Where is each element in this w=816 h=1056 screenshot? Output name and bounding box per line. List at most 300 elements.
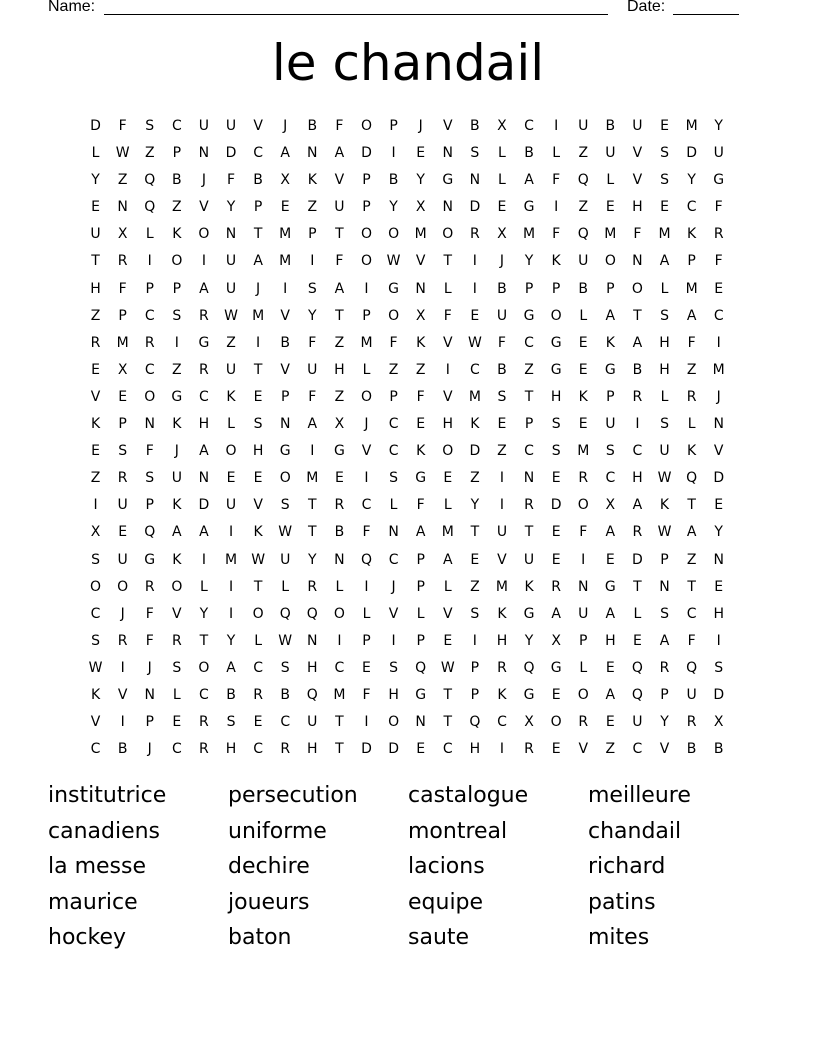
grid-letter: A xyxy=(632,334,643,351)
grid-letter: K xyxy=(90,416,101,433)
grid-letter: K xyxy=(578,388,588,405)
grid-letter: T xyxy=(253,578,263,595)
header-line xyxy=(0,0,816,20)
grid-letter: R xyxy=(199,361,209,378)
grid-letter: S xyxy=(253,416,263,433)
grid-letter: S xyxy=(660,307,669,324)
page-title: le chandail xyxy=(271,34,545,92)
grid-letter: E xyxy=(551,741,561,758)
grid-letter: P xyxy=(308,226,317,243)
grid-letter: C xyxy=(171,741,182,758)
grid-letter: O xyxy=(90,578,102,595)
grid-letter: R xyxy=(578,714,589,731)
word-list-item: persecution xyxy=(228,783,358,808)
grid-letter: Y xyxy=(226,199,236,216)
grid-row xyxy=(82,221,732,248)
grid-letter: J xyxy=(499,253,505,270)
grid-letter: K xyxy=(307,172,317,189)
grid-letter: O xyxy=(388,714,400,731)
grid-letter: N xyxy=(117,199,128,216)
grid-letter: S xyxy=(660,145,669,162)
grid-letter: B xyxy=(686,741,697,758)
word-list-item: baton xyxy=(228,925,292,950)
grid-letter: V xyxy=(442,388,453,405)
grid-letter: Y xyxy=(524,632,534,649)
grid-letter: L xyxy=(498,172,506,189)
grid-letter: K xyxy=(226,388,236,405)
grid-letter: C xyxy=(524,334,534,351)
grid-letter: G xyxy=(415,470,427,487)
grid-letter: L xyxy=(91,145,100,162)
grid-letter: R xyxy=(524,741,534,758)
grid-letter: C xyxy=(686,605,697,622)
grid-letter: X xyxy=(117,226,128,243)
grid-letter: E xyxy=(578,334,588,351)
grid-letter: G xyxy=(388,280,399,297)
grid-letter: O xyxy=(333,605,345,622)
grid-letter: P xyxy=(118,307,127,324)
grid-letter: C xyxy=(686,199,697,216)
grid-letter: P xyxy=(362,632,371,649)
grid-letter: V xyxy=(442,605,453,622)
word-list-item: montreal xyxy=(408,818,508,844)
grid-letter: R xyxy=(524,497,534,514)
grid-letter: U xyxy=(307,361,318,378)
grid-letter: M xyxy=(468,388,481,405)
grid-letter: V xyxy=(442,334,453,351)
grid-letter: U xyxy=(632,714,643,731)
grid-letter: C xyxy=(199,388,209,405)
word-list-item: patins xyxy=(588,889,656,915)
grid-letter: L xyxy=(660,280,669,297)
grid-letter: Z xyxy=(226,334,236,351)
grid-letter: E xyxy=(91,443,100,460)
grid-letter: L xyxy=(200,578,208,595)
grid-letter: G xyxy=(523,605,535,622)
grid-letter: C xyxy=(90,605,101,622)
grid-letter: F xyxy=(145,443,154,460)
grid-letter: F xyxy=(443,307,452,324)
grid-row xyxy=(82,384,732,411)
grid-letter: U xyxy=(496,307,508,324)
grid-letter: R xyxy=(280,741,291,758)
grid-letter: J xyxy=(283,118,288,134)
grid-letter: L xyxy=(389,497,398,514)
grid-letter: X xyxy=(524,714,534,731)
grid-letter: J xyxy=(716,388,721,405)
grid-letter: Z xyxy=(415,361,426,378)
grid-letter: S xyxy=(118,443,128,460)
grid-letter: L xyxy=(443,280,452,297)
grid-letter: R xyxy=(199,307,209,324)
grid-letter: V xyxy=(632,172,643,189)
grid-letter: Q xyxy=(686,470,698,487)
grid-letter: Q xyxy=(306,686,318,703)
grid-letter: T xyxy=(335,226,344,243)
grid-letter: I xyxy=(581,551,586,568)
grid-letter: N xyxy=(279,416,291,433)
grid-letter: X xyxy=(605,497,616,514)
grid-letter: C xyxy=(388,443,399,460)
grid-letter: Z xyxy=(578,199,589,216)
grid-letter: Q xyxy=(306,605,318,622)
grid-letter: Z xyxy=(334,334,345,351)
grid-letter: A xyxy=(605,524,616,541)
grid-letter: U xyxy=(605,416,616,433)
grid-letter: H xyxy=(659,334,670,351)
grid-letter: A xyxy=(334,145,345,162)
grid-letter: F xyxy=(416,497,425,514)
grid-letter: F xyxy=(714,253,723,270)
grid-row xyxy=(82,303,732,330)
grid-letter: C xyxy=(361,497,372,514)
grid-letter: O xyxy=(550,307,562,324)
grid-row xyxy=(82,682,732,709)
grid-letter: E xyxy=(578,416,588,433)
grid-letter: P xyxy=(524,416,534,433)
grid-letter: R xyxy=(551,578,561,595)
grid-letter: Y xyxy=(199,605,209,622)
grid-letter: L xyxy=(172,686,181,703)
grid-letter: V xyxy=(497,551,507,568)
grid-letter: Z xyxy=(470,578,480,595)
grid-letter: D xyxy=(361,145,372,162)
grid-letter: I xyxy=(499,741,505,758)
grid-row xyxy=(82,113,732,140)
grid-letter: F xyxy=(145,605,154,622)
grid-letter: V xyxy=(90,714,101,731)
grid-letter: E xyxy=(605,551,615,568)
grid-letter: E xyxy=(91,199,100,216)
grid-row xyxy=(82,736,732,763)
word-list-item: dechire xyxy=(228,854,310,879)
grid-letter: O xyxy=(117,578,129,595)
grid-letter: B xyxy=(497,280,507,297)
grid-letter: D xyxy=(361,741,372,758)
grid-letter: T xyxy=(335,741,344,758)
grid-row xyxy=(82,601,732,628)
grid-letter: J xyxy=(256,280,261,297)
grid-letter: C xyxy=(388,551,399,568)
grid-letter: F xyxy=(579,524,588,541)
grid-letter: D xyxy=(713,470,725,487)
grid-letter: E xyxy=(551,524,561,541)
grid-letter: H xyxy=(388,686,399,703)
grid-letter: M xyxy=(279,253,292,270)
grid-letter: A xyxy=(686,524,697,541)
grid-letter: G xyxy=(198,334,210,351)
grid-letter: N xyxy=(307,145,318,162)
grid-letter: M xyxy=(252,307,265,324)
grid-letter: R xyxy=(632,388,643,405)
grid-letter: K xyxy=(416,334,426,351)
grid-letter: Q xyxy=(144,172,156,189)
grid-letter: P xyxy=(579,632,588,649)
grid-letter: U xyxy=(307,714,318,731)
grid-letter: I xyxy=(472,632,477,649)
grid-letter: O xyxy=(577,497,589,514)
grid-letter: E xyxy=(605,199,615,216)
grid-letter: S xyxy=(280,659,290,676)
grid-letter: Q xyxy=(144,199,156,216)
grid-letter: A xyxy=(172,524,182,541)
grid-letter: S xyxy=(280,497,290,514)
grid-letter: O xyxy=(279,470,291,487)
grid-letter: B xyxy=(605,118,616,134)
grid-letter: O xyxy=(631,280,643,297)
grid-letter: B xyxy=(388,172,399,189)
grid-row xyxy=(82,465,732,492)
date-blank-line xyxy=(673,14,739,15)
grid-letter: D xyxy=(713,686,725,703)
grid-letter: E xyxy=(253,714,263,731)
grid-letter: U xyxy=(171,470,182,487)
grid-letter: U xyxy=(198,118,210,134)
grid-letter: M xyxy=(333,686,346,703)
grid-letter: C xyxy=(280,714,291,731)
word-list-item: uniforme xyxy=(228,818,327,844)
grid-letter: Z xyxy=(497,443,507,460)
grid-letter: N xyxy=(198,145,210,162)
grid-letter: O xyxy=(360,388,372,405)
grid-letter: O xyxy=(198,226,210,243)
grid-letter: W xyxy=(386,253,401,270)
grid-letter: N xyxy=(198,470,210,487)
grid-letter: M xyxy=(577,443,590,460)
word-list-item: equipe xyxy=(408,889,484,915)
grid-letter: E xyxy=(362,659,371,676)
grid-letter: M xyxy=(658,226,671,243)
grid-letter: T xyxy=(253,226,263,243)
word-list-item: meilleure xyxy=(588,783,691,808)
grid-letter: K xyxy=(497,686,507,703)
word-list-item: castalogue xyxy=(408,783,529,808)
grid-letter: T xyxy=(443,253,453,270)
grid-row xyxy=(82,709,732,736)
grid-letter: F xyxy=(335,118,344,134)
grid-letter: V xyxy=(253,118,263,134)
grid-letter: P xyxy=(172,145,182,162)
grid-letter: E xyxy=(172,714,182,731)
grid-letter: Y xyxy=(687,172,696,189)
grid-letter: Z xyxy=(172,361,182,378)
grid-letter: I xyxy=(716,334,721,351)
grid-letter: C xyxy=(144,361,155,378)
grid-letter: Q xyxy=(631,686,643,703)
grid-letter: W xyxy=(657,524,672,541)
grid-letter: V xyxy=(280,361,290,378)
grid-letter: S xyxy=(145,470,155,487)
grid-letter: E xyxy=(226,470,236,487)
grid-letter: I xyxy=(364,578,369,595)
grid-letter: V xyxy=(713,443,724,460)
grid-letter: H xyxy=(252,443,264,460)
grid-letter: V xyxy=(415,253,426,270)
grid-letter: R xyxy=(686,388,697,405)
grid-row xyxy=(82,492,732,519)
grid-letter: O xyxy=(171,578,183,595)
grid-letter: U xyxy=(90,226,101,243)
word-list-item: maurice xyxy=(48,889,138,915)
grid-letter: A xyxy=(659,253,670,270)
grid-letter: E xyxy=(714,280,724,297)
grid-letter: C xyxy=(605,470,616,487)
grid-letter: O xyxy=(388,307,400,324)
grid-letter: X xyxy=(90,524,101,541)
grid-letter: H xyxy=(632,470,643,487)
grid-letter: Z xyxy=(90,470,101,487)
grid-letter: N xyxy=(144,416,155,433)
grid-letter: R xyxy=(90,334,101,351)
grid-letter: U xyxy=(578,605,589,622)
grid-letter: N xyxy=(713,416,724,433)
grid-row xyxy=(82,167,732,194)
grid-letter: W xyxy=(467,334,482,351)
grid-letter: A xyxy=(415,524,426,541)
grid-letter: F xyxy=(552,226,561,243)
grid-letter: X xyxy=(117,361,128,378)
grid-letter: V xyxy=(388,605,399,622)
name-blank-line xyxy=(104,14,608,15)
grid-letter: K xyxy=(605,334,615,351)
grid-letter: P xyxy=(253,199,263,216)
grid-letter: Q xyxy=(523,659,535,676)
grid-letter: I xyxy=(472,280,477,297)
grid-letter: U xyxy=(496,524,508,541)
grid-letter: T xyxy=(335,714,344,731)
grid-letter: E xyxy=(443,470,453,487)
grid-letter: Y xyxy=(308,307,317,324)
word-list-item: richard xyxy=(588,854,666,879)
grid-letter: V xyxy=(253,497,263,514)
grid-letter: S xyxy=(660,605,669,622)
grid-letter: S xyxy=(551,416,561,433)
grid-row xyxy=(82,574,732,601)
grid-letter: V xyxy=(199,199,209,216)
grid-letter: R xyxy=(171,632,182,649)
grid-letter: C xyxy=(199,686,209,703)
grid-row xyxy=(82,194,732,221)
grid-letter: S xyxy=(714,659,724,676)
grid-letter: B xyxy=(578,280,589,297)
grid-letter: B xyxy=(713,741,724,758)
grid-letter: R xyxy=(469,226,480,243)
grid-letter: I xyxy=(364,280,369,297)
grid-letter: I xyxy=(364,470,369,487)
grid-letter: Q xyxy=(631,659,643,676)
grid-letter: C xyxy=(524,118,534,134)
grid-letter: G xyxy=(550,361,562,378)
grid-letter: R xyxy=(117,470,128,487)
grid-letter: E xyxy=(416,416,426,433)
grid-letter: T xyxy=(335,307,344,324)
grid-letter: D xyxy=(225,145,237,162)
grid-letter: B xyxy=(280,686,290,703)
grid-letter: S xyxy=(470,145,480,162)
grid-letter: R xyxy=(144,578,155,595)
grid-letter: A xyxy=(280,145,290,162)
grid-letter: N xyxy=(523,470,535,487)
grid-letter: B xyxy=(632,361,643,378)
grid-letter: C xyxy=(144,307,155,324)
grid-letter: O xyxy=(360,226,372,243)
grid-letter: S xyxy=(660,416,669,433)
word-list-item: mites xyxy=(588,925,650,950)
grid-letter: R xyxy=(497,659,507,676)
grid-letter: B xyxy=(307,118,318,134)
grid-row xyxy=(82,140,732,167)
grid-letter: P xyxy=(118,416,127,433)
grid-letter: F xyxy=(497,334,506,351)
grid-letter: A xyxy=(253,253,263,270)
grid-letter: E xyxy=(605,714,615,731)
grid-letter: I xyxy=(310,253,315,270)
grid-letter: C xyxy=(632,443,643,460)
grid-letter: R xyxy=(659,659,670,676)
grid-letter: N xyxy=(225,226,237,243)
grid-row xyxy=(82,411,732,438)
grid-letter: L xyxy=(281,578,290,595)
grid-letter: R xyxy=(686,714,697,731)
grid-letter: I xyxy=(228,578,234,595)
grid-letter: I xyxy=(310,443,315,460)
grid-letter: G xyxy=(442,172,454,189)
grid-letter: D xyxy=(469,443,481,460)
grid-letter: Z xyxy=(470,470,480,487)
grid-letter: O xyxy=(252,605,264,622)
grid-letter: I xyxy=(201,551,206,568)
grid-letter: X xyxy=(713,714,724,731)
grid-letter: G xyxy=(604,361,616,378)
grid-letter: C xyxy=(253,659,263,676)
grid-letter: Q xyxy=(144,524,156,541)
grid-letter: T xyxy=(308,497,317,514)
grid-letter: P xyxy=(172,280,182,297)
grid-letter: L xyxy=(579,659,588,676)
grid-letter: P xyxy=(145,714,154,731)
grid-letter: D xyxy=(632,551,643,568)
grid-letter: I xyxy=(364,714,369,731)
grid-letter: R xyxy=(713,226,724,243)
grid-letter: F xyxy=(308,334,317,351)
grid-letter: E xyxy=(118,524,128,541)
grid-letter: V xyxy=(90,388,101,405)
grid-letter: Z xyxy=(334,388,345,405)
grid-letter: F xyxy=(308,388,317,405)
grid-letter: E xyxy=(253,470,263,487)
grid-letter: R xyxy=(144,334,155,351)
grid-letter: R xyxy=(117,253,128,270)
grid-letter: Q xyxy=(360,551,372,568)
grid-letter: U xyxy=(117,551,128,568)
grid-row xyxy=(82,655,732,682)
grid-letter: A xyxy=(686,307,697,324)
grid-letter: N xyxy=(577,578,589,595)
grid-letter: G xyxy=(171,388,183,405)
grid-letter: E xyxy=(334,470,344,487)
word-list-item: joueurs xyxy=(228,889,310,915)
date-label: Date: xyxy=(627,0,666,15)
grid-letter: Y xyxy=(308,551,317,568)
grid-letter: D xyxy=(469,199,481,216)
grid-letter: W xyxy=(224,307,238,324)
grid-letter: X xyxy=(334,416,345,433)
grid-letter: E xyxy=(551,551,561,568)
grid-letter: M xyxy=(495,578,508,595)
grid-letter: S xyxy=(605,443,615,460)
grid-letter: P xyxy=(416,632,425,649)
grid-letter: E xyxy=(470,551,480,568)
